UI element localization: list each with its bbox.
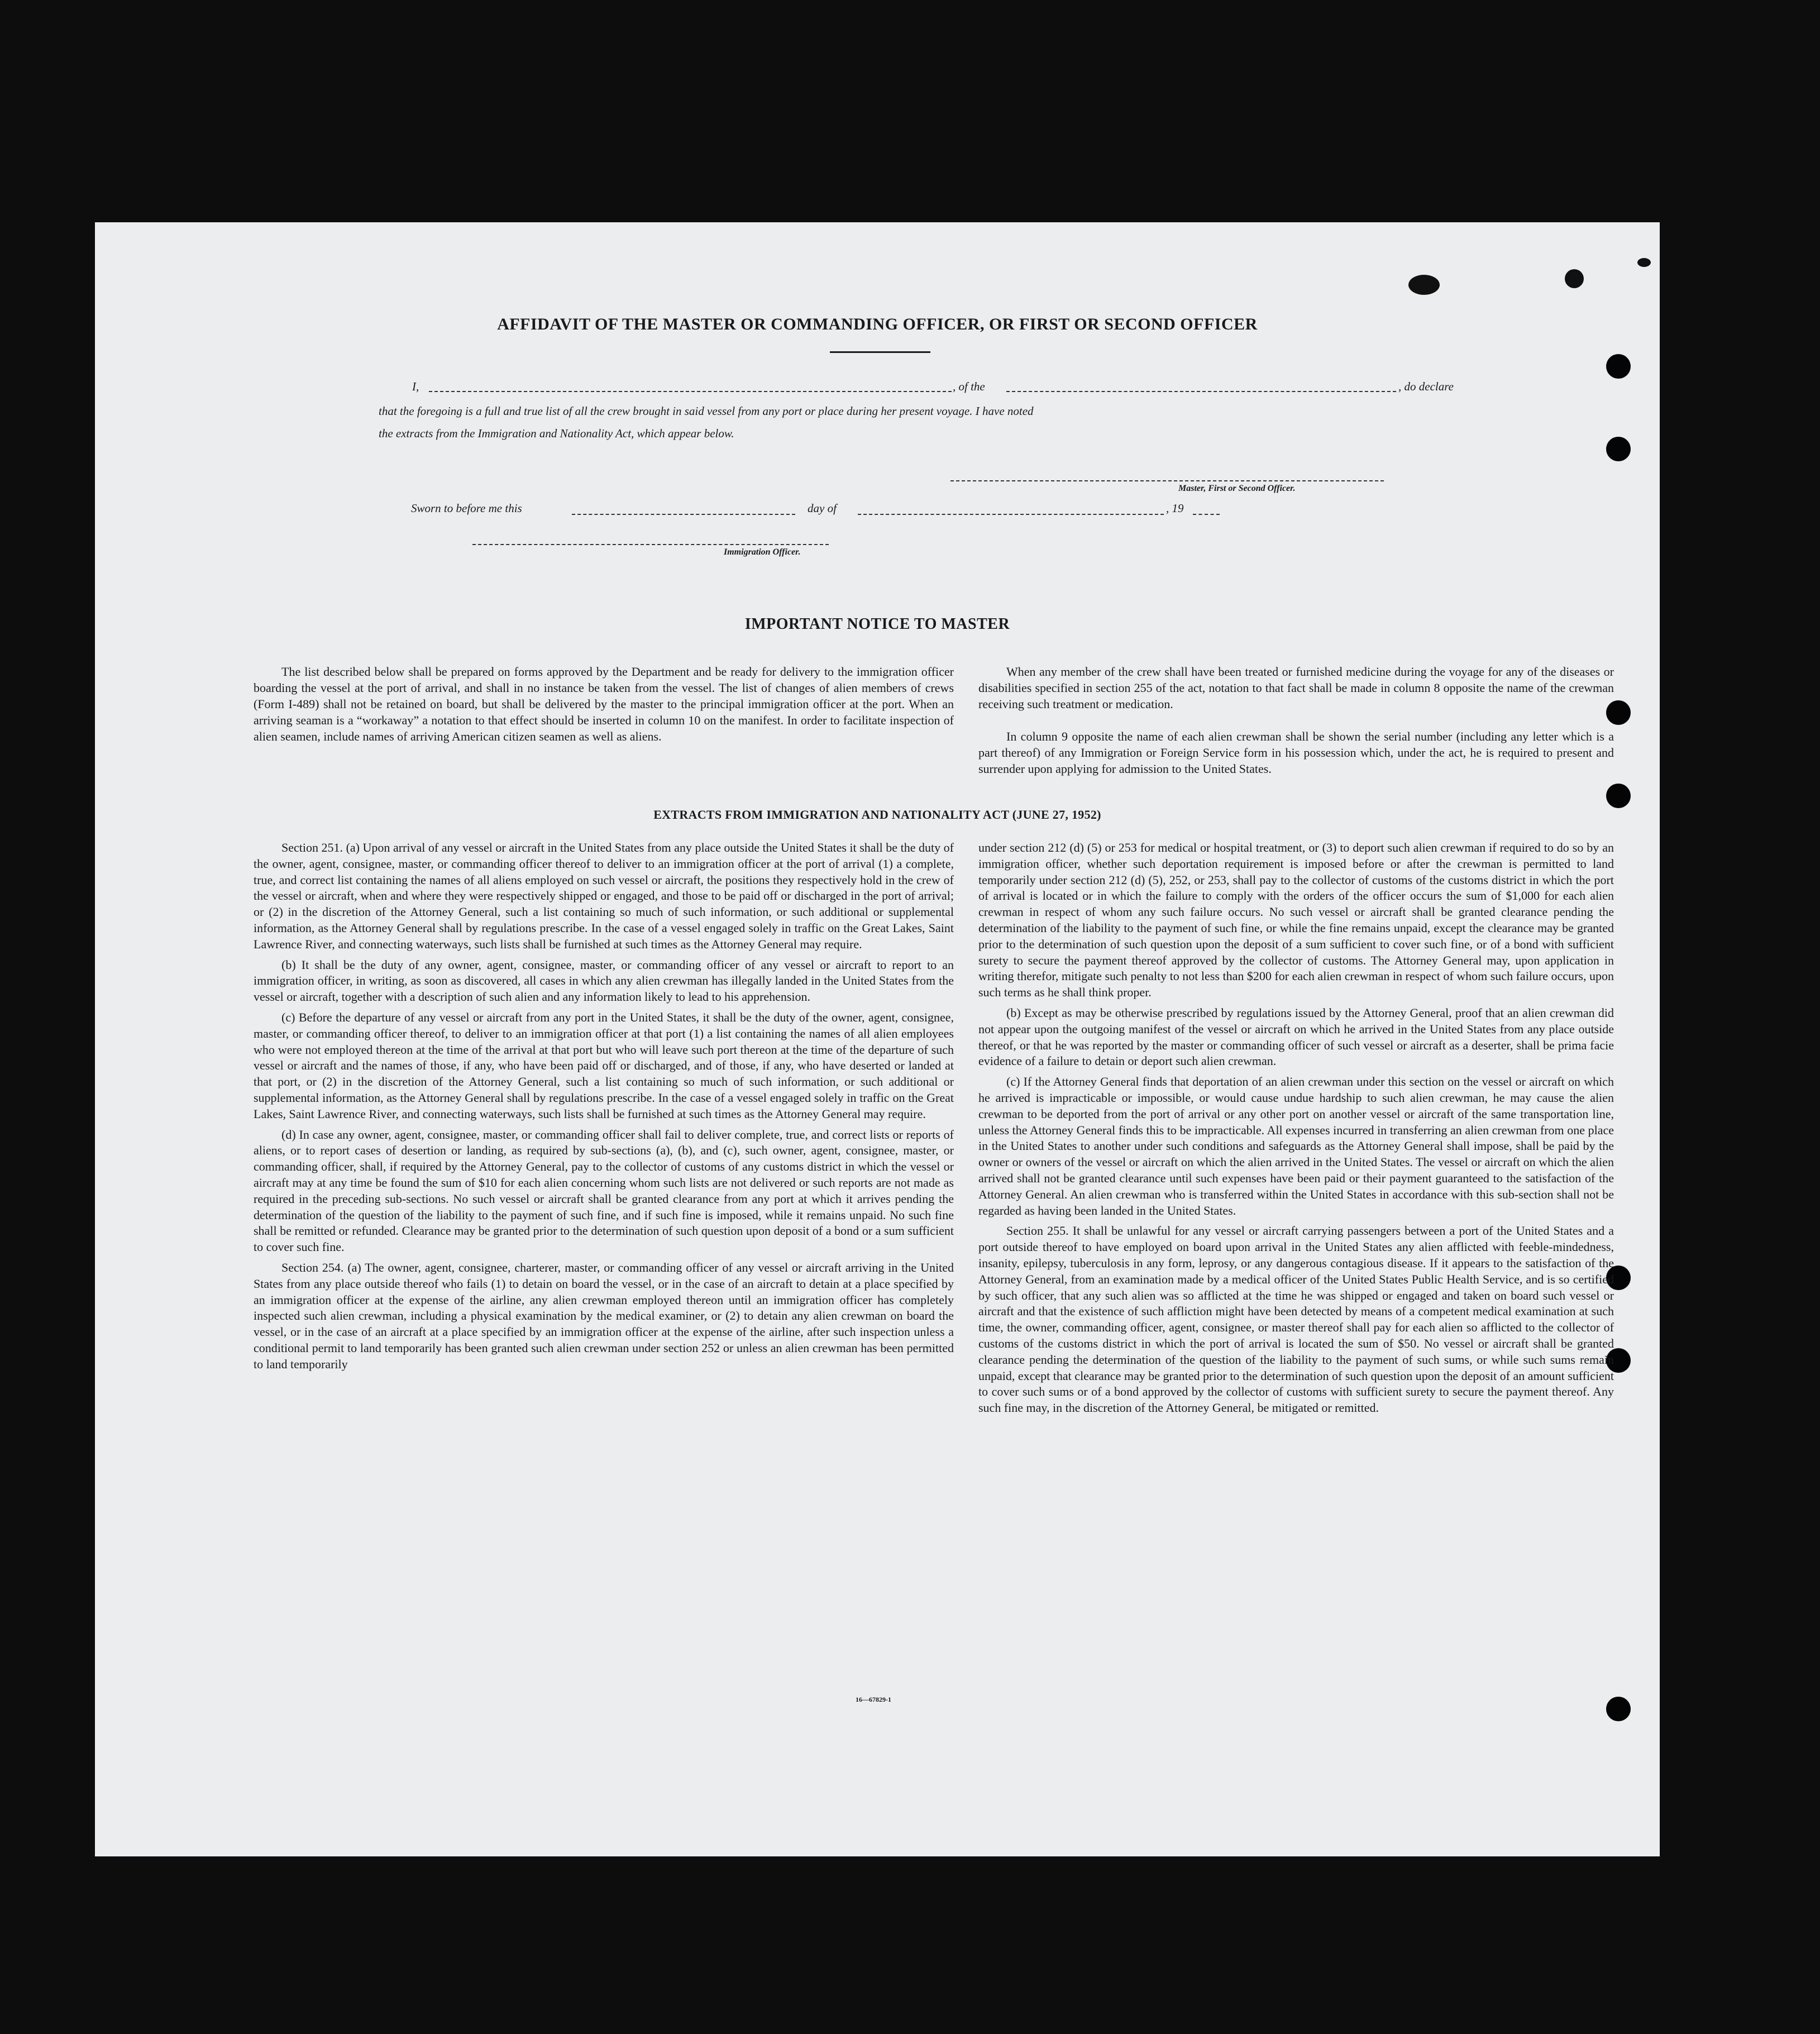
immigration-officer-signature-line[interactable]	[472, 544, 829, 545]
immigration-officer-label: Immigration Officer.	[724, 547, 801, 557]
i-label: I,	[412, 380, 419, 393]
day-of-label: day of	[808, 502, 837, 515]
notice-right-paragraph-1: When any member of the crew shall have been treated or furnished medicine during the voyage for any of the diseases or disabilities specified in section 255 of the act, notation to that fact shall be made in column 8 opposite the name of the crewman receiving such treatment or medication.	[978, 665, 1614, 711]
section-251-c: (c) Before the departure of any vessel or aircraft from any port in the United States, it shall be the duty of the owner, agent, consignee, master, or commanding officer thereof, to deliver to an immigration officer at that port (1) a list containing the names of all alien employees who were not employed thereon at the time of the arrival at that port but who will leave such port thereon at the time of the departure of such vessel or aircraft and the names of those, if any, who have been paid off or discharged, and of those, if any, who have deserted or landed at that port, or (2) in the discretion of the Attorney General, such a list containing so much of such information, or such additional or supplemental information, as the Attorney General shall by regulations prescribe. In the case of a vessel engaged solely in traffic on the Great Lakes, Saint Lawrence River, and connecting waterways, such lists shall be furnished at such times as the Attorney General may require.	[254, 1010, 954, 1121]
section-254-b: (b) Except as may be otherwise prescribed by regulations issued by the Attorney General, proof that an alien crewman did not appear upon the outgoing manifest of the vessel or aircraft on which he arrived in the United States from any place outside thereof, or that he was reported by the master or commanding officer of such vessel or aircraft as a deserter, shall be prima facie evidence of a failure to detain or deport such alien crewman.	[978, 1005, 1614, 1068]
section-255: Section 255. It shall be unlawful for any vessel or aircraft carrying passengers between a port of the United States and a port outside thereof to have employed on board upon arrival in the United States any alien afflicted with feeble-mindedness, insanity, epilepsy, tuberculosis in any form, leprosy, or any dangerous contagious disease. If it appears to the satisfaction of the Attorney General, from an examination made by a medical officer of the United States Public Health Service, and is so certified by such officer, that any such alien was so afflicted at the time he was shipped or engaged and taken on board such vessel or aircraft and that the existence of such affliction might have been detected by means of a competent medical examination at such time, the owner, commanding officer, agent, consignee, or master thereof shall pay for each alien so afflicted to the collector of customs of the customs district in which the port of arrival is located the sum of $50. No vessel or aircraft shall be granted clearance pending the determination of the question of the liability to the payment of such sums, or while such sums remain unpaid, except that clearance may be granted prior to the determination of such question upon the deposit of an amount sufficient to cover such sums or of a bond approved by the collector of customs with sufficient surety to secure the payment thereof. Any such fine may, in the discretion of the Attorney General, be mitigated or remitted.	[978, 1224, 1614, 1415]
master-signature-line[interactable]	[950, 480, 1384, 481]
master-name-blank[interactable]	[429, 391, 952, 392]
declaration-line-2: the extracts from the Immigration and Nationality Act, which appear below.	[379, 427, 734, 440]
section-254-a-cont: under section 212 (d) (5) or 253 for medical or hospital treatment, or (3) to deport such alien crewman if required to do so by an immigration officer, whether such deportation requirement is imposed before or after the crewman is permitted to land temporarily under section 212 (d) (5), 252, or 253, shall pay to the collector of customs of the customs district in which the port of arrival is located or in which the failure to comply with the orders of the officer occurs the sum of $1,000 for each alien crewman in respect of whom any such failure occurs. No such vessel or aircraft shall be granted clearance pending the determination of the liability to the payment of such fine, or while the fine remains unpaid, except the clearance may be granted prior to the determination of such question upon the deposit of a sum sufficient to cover such fine, or of a bond with sufficient surety to secure the payment thereof approved by the collector of customs. The Attorney General may, upon application in writing therefor, mitigate such penalty to not less than $200 for each alien crewman in respect of whom such failure occurs, upon such terms as he shall think proper.	[978, 841, 1614, 1000]
extracts-right-column	[978, 840, 1614, 1416]
extracts-title: EXTRACTS FROM IMMIGRATION AND NATIONALITY ACT (JUNE 27, 1952)	[653, 808, 1101, 822]
binder-hole	[1606, 1697, 1631, 1721]
ink-blot	[1408, 275, 1440, 295]
do-declare-label: , do declare	[1398, 380, 1454, 393]
section-251-a: Section 251. (a) Upon arrival of any vessel or aircraft in the United States from any place outside the United States it shall be the duty of the owner, agent, consignee, master, or commanding officer thereof to deliver to an immigration officer at the port of arrival (1) a complete, true, and correct list containing the names of all aliens employed on such vessel or aircraft, the positions they respectively hold in the crew of the vessel or aircraft, when and where they were respectively shipped or engaged, and those to be paid off or discharged in the port of arrival; or (2) in the discretion of the Attorney General, such a list containing so much of such information, or such additional or supplemental information, as the Attorney General shall by regulations prescribe. In the case of a vessel engaged solely in traffic on the Great Lakes, Saint Lawrence River, and connecting waterways, such lists shall be furnished at such times as the Attorney General may require.	[254, 841, 954, 951]
sworn-label: Sworn to before me this	[411, 502, 522, 515]
sworn-month-blank[interactable]	[858, 514, 1164, 515]
title-underline	[830, 351, 930, 353]
binder-hole	[1606, 784, 1631, 808]
ink-blot	[1637, 258, 1651, 267]
sworn-year-blank[interactable]	[1193, 514, 1220, 515]
form-number: 16—67829-1	[856, 1696, 891, 1703]
notice-title: IMPORTANT NOTICE TO MASTER	[744, 615, 1010, 633]
of-the-label: , of the	[953, 380, 985, 393]
binder-hole	[1606, 437, 1631, 461]
section-251-b: (b) It shall be the duty of any owner, agent, consignee, master, or commanding officer of any vessel or aircraft to report to an immigration officer, in writing, as soon as discovered, all cases in which any alien crewman has illegally landed in the United States from the vessel or aircraft, together with a description of such alien and any information likely to lead to his apprehension.	[254, 957, 954, 1004]
year-label: , 19	[1166, 502, 1184, 515]
ink-blot	[1565, 269, 1584, 288]
affidavit-title: AFFIDAVIT OF THE MASTER OR COMMANDING OFFICER, OR FIRST OR SECOND OFFICER	[497, 315, 1258, 333]
notice-right-paragraph-2: In column 9 opposite the name of each alien crewman shall be shown the serial number (including any letter which is a part thereof) of any Immigration or Foreign Service form in his possession which, under the act, he is required to present and surrender upon applying for admission to the United States.	[978, 729, 1614, 776]
notice-left-paragraph: The list described below shall be prepared on forms approved by the Department and be ready for delivery to the immigration officer boarding the vessel at the port of arrival, and shall in no instance be taken from the vessel. The list of changes of alien members of crews (Form I-489) shall not be retained on board, but shall be delivered by the master to the principal immigration officer at the port. When an arriving seaman is a “workaway” a notation to that effect should be inserted in column 10 on the manifest. In order to facilitate inspection of alien seamen, include names of arriving American citizen seamen as well as aliens.	[254, 665, 954, 743]
extracts-left-column	[254, 840, 954, 1373]
section-251-d: (d) In case any owner, agent, consignee, master, or commanding officer shall fail to deliver complete, true, and correct lists or reports of aliens, or to report cases of desertion or landing, as required by sub-sections (a), (b), and (c), such owner, agent, consignee, master, or commanding officer, shall, if required by the Attorney General, pay to the collector of customs of any customs district in which the vessel or aircraft may at any time be found the sum of $10 for each alien concerning whom such lists are not delivered or such reports are not made as required in the preceding sub-sections. No such vessel or aircraft shall be granted clearance from any port at which it arrives pending the determination of the question of the liability to the payment of such fine, and if such fine is imposed, while it remains unpaid. No such fine shall be remitted or refunded. Clearance may be granted prior to the determination of such question upon deposit of a bond or a sum sufficient to cover such fine.	[254, 1127, 954, 1254]
section-254-c: (c) If the Attorney General finds that deportation of an alien crewman under this section on the vessel or aircraft on which he arrived is impracticable or impossible, or would cause undue hardship to such alien crewman, he may cause the alien crewman to be deported from the port of arrival or any other port on another vessel or aircraft of the same transportation line, unless the Attorney General finds this to be impracticable. All expenses incurred in transferring an alien crewman from one place in the United States to another under such conditions and safeguards as the Attorney General shall impose, shall be paid by the owner or owners of the vessel or aircraft on which the alien arrived in the United States. The vessel or aircraft on which the alien arrived shall not be granted clearance until such expenses have been paid or their payment guaranteed to the satisfaction of the Attorney General. An alien crewman who is transferred within the United States in accordance with this sub-section shall not be regarded as having been landed in the United States.	[978, 1075, 1614, 1217]
sworn-day-blank[interactable]	[572, 514, 795, 515]
section-254-a: Section 254. (a) The owner, agent, consignee, charterer, master, or commanding officer of any vessel or aircraft arriving in the United States from any place outside thereof who fails (1) to detain on board the vessel, or in the case of an aircraft to detain at a place specified by an immigration officer at the expense of the airline, any alien crewman employed thereon until an immigration officer has completely inspected such alien crewman, including a physical examination by the medical examiner, or (2) to detain any alien crewman on board the vessel, or in the case of an aircraft at a place specified by an immigration officer at the expense of the airline, after such inspection unless a conditional permit to land temporarily has been granted such alien crewman under section 252 or unless an alien crewman has been permitted to land temporarily	[254, 1260, 954, 1371]
declaration-line-1: that the foregoing is a full and true list of all the crew brought in said vessel from any port or place during her present voyage. I have noted	[379, 404, 1034, 418]
vessel-name-blank[interactable]	[1006, 391, 1396, 392]
form-page	[95, 222, 1660, 1856]
master-signature-label: Master, First or Second Officer.	[1178, 484, 1296, 493]
binder-hole	[1606, 354, 1631, 379]
